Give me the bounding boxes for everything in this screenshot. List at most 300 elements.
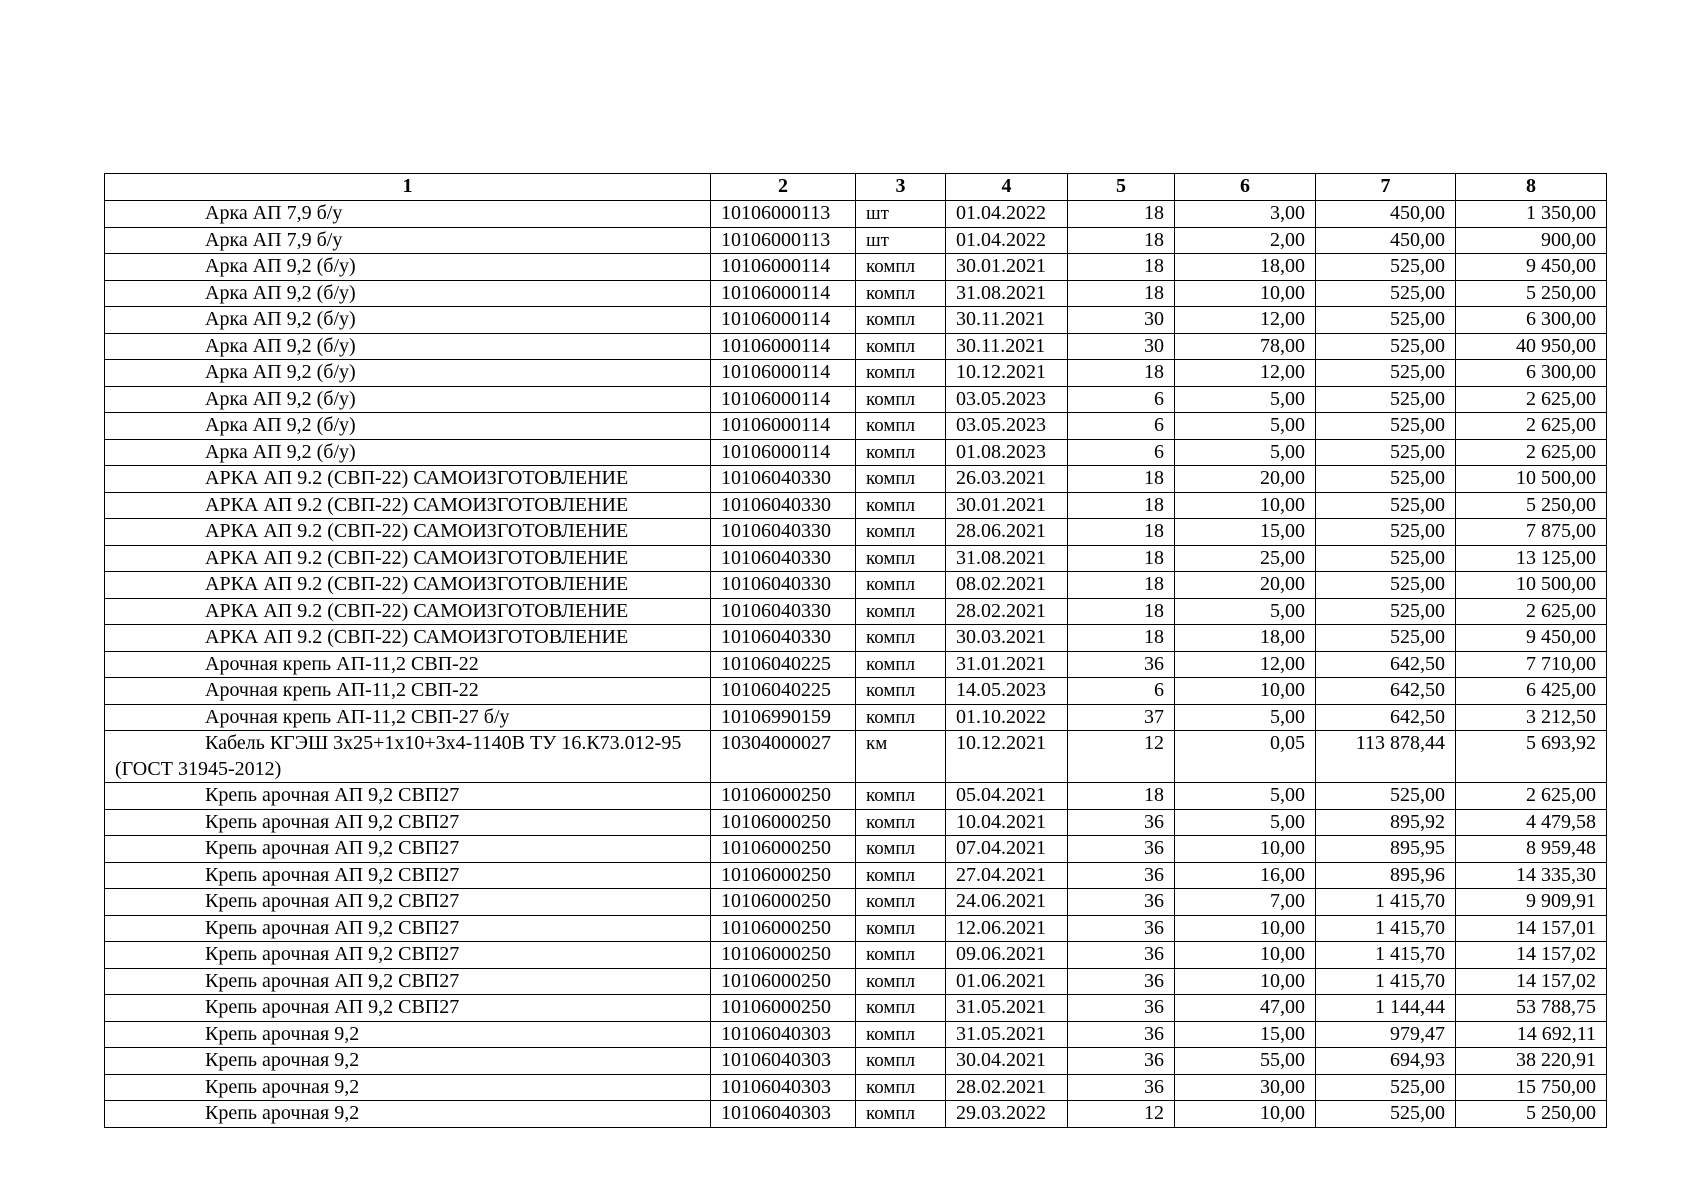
amount-cell: 900,00 bbox=[1456, 227, 1607, 254]
amount-cell: 10 500,00 bbox=[1456, 572, 1607, 599]
price-cell: 450,00 bbox=[1316, 227, 1456, 254]
quantity-cell: 10,00 bbox=[1175, 1101, 1316, 1128]
quantity-cell: 15,00 bbox=[1175, 519, 1316, 546]
item-name-cell: Арка АП 9,2 (б/у) bbox=[105, 413, 711, 440]
unit-cell: компл bbox=[856, 439, 946, 466]
item-name-cell: Крепь арочная АП 9,2 СВП27 bbox=[105, 995, 711, 1022]
table-row bbox=[105, 439, 1607, 466]
column-5-cell: 18 bbox=[1068, 598, 1175, 625]
date-cell: 08.02.2021 bbox=[946, 572, 1068, 599]
quantity-cell: 10,00 bbox=[1175, 280, 1316, 307]
item-code-cell: 10106040330 bbox=[711, 466, 856, 493]
date-cell: 31.08.2021 bbox=[946, 280, 1068, 307]
quantity-cell: 20,00 bbox=[1175, 466, 1316, 493]
item-name-cell: Арочная крепь АП-11,2 СВП-22 bbox=[105, 651, 711, 678]
date-cell: 07.04.2021 bbox=[946, 836, 1068, 863]
quantity-cell: 18,00 bbox=[1175, 254, 1316, 281]
column-5-cell: 36 bbox=[1068, 836, 1175, 863]
table-row bbox=[105, 1101, 1607, 1128]
item-name-cell: Арка АП 9,2 (б/у) bbox=[105, 254, 711, 281]
amount-cell: 2 625,00 bbox=[1456, 439, 1607, 466]
table-row bbox=[105, 889, 1607, 916]
column-5-cell: 18 bbox=[1068, 254, 1175, 281]
amount-cell: 14 335,30 bbox=[1456, 862, 1607, 889]
price-cell: 525,00 bbox=[1316, 545, 1456, 572]
column-5-cell: 18 bbox=[1068, 783, 1175, 810]
date-cell: 30.03.2021 bbox=[946, 625, 1068, 652]
column-5-cell: 36 bbox=[1068, 1074, 1175, 1101]
table-row bbox=[105, 995, 1607, 1022]
item-code-cell: 10106000114 bbox=[711, 360, 856, 387]
table-row bbox=[105, 1048, 1607, 1075]
amount-cell: 9 450,00 bbox=[1456, 625, 1607, 652]
column-5-cell: 36 bbox=[1068, 968, 1175, 995]
amount-cell: 53 788,75 bbox=[1456, 995, 1607, 1022]
amount-cell: 9 909,91 bbox=[1456, 889, 1607, 916]
column-5-cell: 36 bbox=[1068, 995, 1175, 1022]
price-cell: 525,00 bbox=[1316, 413, 1456, 440]
item-code-cell: 10106000250 bbox=[711, 809, 856, 836]
item-name-cell: Арка АП 9,2 (б/у) bbox=[105, 360, 711, 387]
column-5-cell: 36 bbox=[1068, 1048, 1175, 1075]
column-5-cell: 18 bbox=[1068, 492, 1175, 519]
price-cell: 694,93 bbox=[1316, 1048, 1456, 1075]
item-name-cell: АРКА АП 9.2 (СВП-22) САМОИЗГОТОВЛЕНИЕ bbox=[105, 572, 711, 599]
date-cell: 05.04.2021 bbox=[946, 783, 1068, 810]
column-5-cell: 18 bbox=[1068, 201, 1175, 228]
amount-cell: 14 692,11 bbox=[1456, 1021, 1607, 1048]
table-row bbox=[105, 862, 1607, 889]
item-name-cell: Крепь арочная АП 9,2 СВП27 bbox=[105, 783, 711, 810]
column-5-cell: 12 bbox=[1068, 731, 1175, 783]
item-code-cell: 10106040303 bbox=[711, 1101, 856, 1128]
table-body bbox=[105, 201, 1607, 1128]
column-header: 4 bbox=[946, 174, 1068, 201]
amount-cell: 10 500,00 bbox=[1456, 466, 1607, 493]
amount-cell: 40 950,00 bbox=[1456, 333, 1607, 360]
table-row bbox=[105, 280, 1607, 307]
price-cell: 525,00 bbox=[1316, 307, 1456, 334]
amount-cell: 4 479,58 bbox=[1456, 809, 1607, 836]
date-cell: 31.05.2021 bbox=[946, 995, 1068, 1022]
item-name-cell: Арка АП 7,9 б/у bbox=[105, 227, 711, 254]
date-cell: 30.11.2021 bbox=[946, 307, 1068, 334]
date-cell: 01.06.2021 bbox=[946, 968, 1068, 995]
column-5-cell: 37 bbox=[1068, 704, 1175, 731]
column-header: 8 bbox=[1456, 174, 1607, 201]
table-row bbox=[105, 519, 1607, 546]
column-5-cell: 18 bbox=[1068, 466, 1175, 493]
price-cell: 1 144,44 bbox=[1316, 995, 1456, 1022]
unit-cell: компл bbox=[856, 625, 946, 652]
item-code-cell: 10106990159 bbox=[711, 704, 856, 731]
item-name-cell: Арочная крепь АП-11,2 СВП-27 б/у bbox=[105, 704, 711, 731]
item-code-cell: 10106040330 bbox=[711, 545, 856, 572]
column-5-cell: 18 bbox=[1068, 280, 1175, 307]
quantity-cell: 10,00 bbox=[1175, 492, 1316, 519]
item-name-cell: АРКА АП 9.2 (СВП-22) САМОИЗГОТОВЛЕНИЕ bbox=[105, 519, 711, 546]
column-5-cell: 6 bbox=[1068, 439, 1175, 466]
date-cell: 27.04.2021 bbox=[946, 862, 1068, 889]
quantity-cell: 5,00 bbox=[1175, 439, 1316, 466]
column-header: 2 bbox=[711, 174, 856, 201]
item-code-cell: 10106000113 bbox=[711, 201, 856, 228]
table-row bbox=[105, 731, 1607, 783]
item-code-cell: 10106040330 bbox=[711, 492, 856, 519]
amount-cell: 9 450,00 bbox=[1456, 254, 1607, 281]
item-code-cell: 10106000114 bbox=[711, 307, 856, 334]
date-cell: 01.04.2022 bbox=[946, 201, 1068, 228]
item-code-cell: 10106000114 bbox=[711, 439, 856, 466]
column-5-cell: 18 bbox=[1068, 227, 1175, 254]
date-cell: 09.06.2021 bbox=[946, 942, 1068, 969]
table-row bbox=[105, 836, 1607, 863]
unit-cell: км bbox=[856, 731, 946, 783]
unit-cell: компл bbox=[856, 466, 946, 493]
unit-cell: компл bbox=[856, 942, 946, 969]
unit-cell: компл bbox=[856, 1021, 946, 1048]
column-5-cell: 6 bbox=[1068, 386, 1175, 413]
item-code-cell: 10106000114 bbox=[711, 413, 856, 440]
price-cell: 525,00 bbox=[1316, 492, 1456, 519]
amount-cell: 1 350,00 bbox=[1456, 201, 1607, 228]
item-name-cell: Крепь арочная АП 9,2 СВП27 bbox=[105, 915, 711, 942]
item-code-cell: 10106000250 bbox=[711, 968, 856, 995]
table-row bbox=[105, 1021, 1607, 1048]
amount-cell: 14 157,01 bbox=[1456, 915, 1607, 942]
quantity-cell: 10,00 bbox=[1175, 915, 1316, 942]
date-cell: 31.01.2021 bbox=[946, 651, 1068, 678]
unit-cell: компл bbox=[856, 519, 946, 546]
unit-cell: компл bbox=[856, 651, 946, 678]
quantity-cell: 55,00 bbox=[1175, 1048, 1316, 1075]
quantity-cell: 5,00 bbox=[1175, 598, 1316, 625]
item-code-cell: 10106040330 bbox=[711, 519, 856, 546]
item-code-cell: 10106000250 bbox=[711, 942, 856, 969]
table-row bbox=[105, 545, 1607, 572]
table-row bbox=[105, 942, 1607, 969]
unit-cell: компл bbox=[856, 1048, 946, 1075]
price-cell: 642,50 bbox=[1316, 704, 1456, 731]
table-row bbox=[105, 254, 1607, 281]
item-code-cell: 10106000114 bbox=[711, 333, 856, 360]
price-cell: 1 415,70 bbox=[1316, 889, 1456, 916]
quantity-cell: 3,00 bbox=[1175, 201, 1316, 228]
price-cell: 525,00 bbox=[1316, 360, 1456, 387]
quantity-cell: 30,00 bbox=[1175, 1074, 1316, 1101]
price-cell: 895,96 bbox=[1316, 862, 1456, 889]
item-name-cell: Арка АП 7,9 б/у bbox=[105, 201, 711, 228]
item-name-cell: Крепь арочная АП 9,2 СВП27 bbox=[105, 968, 711, 995]
item-code-cell: 10106040303 bbox=[711, 1021, 856, 1048]
quantity-cell: 5,00 bbox=[1175, 783, 1316, 810]
column-5-cell: 36 bbox=[1068, 915, 1175, 942]
item-code-cell: 10106000250 bbox=[711, 915, 856, 942]
quantity-cell: 5,00 bbox=[1175, 809, 1316, 836]
price-cell: 113 878,44 bbox=[1316, 731, 1456, 783]
date-cell: 28.02.2021 bbox=[946, 1074, 1068, 1101]
amount-cell: 2 625,00 bbox=[1456, 386, 1607, 413]
price-cell: 525,00 bbox=[1316, 386, 1456, 413]
date-cell: 03.05.2023 bbox=[946, 413, 1068, 440]
column-5-cell: 36 bbox=[1068, 1021, 1175, 1048]
date-cell: 30.11.2021 bbox=[946, 333, 1068, 360]
unit-cell: компл bbox=[856, 280, 946, 307]
unit-cell: шт bbox=[856, 227, 946, 254]
item-code-cell: 10106040303 bbox=[711, 1074, 856, 1101]
unit-cell: компл bbox=[856, 572, 946, 599]
price-cell: 525,00 bbox=[1316, 439, 1456, 466]
amount-cell: 2 625,00 bbox=[1456, 598, 1607, 625]
table-row bbox=[105, 704, 1607, 731]
table-row bbox=[105, 678, 1607, 705]
quantity-cell: 5,00 bbox=[1175, 704, 1316, 731]
item-name-cell: Кабель КГЭШ 3х25+1х10+3х4-1140В ТУ 16.К73.012-95 (ГОСТ 31945-2012) bbox=[105, 731, 711, 783]
date-cell: 30.04.2021 bbox=[946, 1048, 1068, 1075]
price-cell: 525,00 bbox=[1316, 466, 1456, 493]
amount-cell: 3 212,50 bbox=[1456, 704, 1607, 731]
column-5-cell: 18 bbox=[1068, 545, 1175, 572]
table-row bbox=[105, 360, 1607, 387]
table-row bbox=[105, 598, 1607, 625]
column-5-cell: 36 bbox=[1068, 809, 1175, 836]
price-cell: 525,00 bbox=[1316, 280, 1456, 307]
amount-cell: 38 220,91 bbox=[1456, 1048, 1607, 1075]
quantity-cell: 12,00 bbox=[1175, 360, 1316, 387]
price-cell: 525,00 bbox=[1316, 333, 1456, 360]
price-cell: 525,00 bbox=[1316, 783, 1456, 810]
item-code-cell: 10106000114 bbox=[711, 254, 856, 281]
date-cell: 01.10.2022 bbox=[946, 704, 1068, 731]
unit-cell: компл bbox=[856, 836, 946, 863]
amount-cell: 7 710,00 bbox=[1456, 651, 1607, 678]
item-code-cell: 10106000113 bbox=[711, 227, 856, 254]
column-5-cell: 6 bbox=[1068, 678, 1175, 705]
unit-cell: компл bbox=[856, 333, 946, 360]
quantity-cell: 12,00 bbox=[1175, 307, 1316, 334]
column-header: 6 bbox=[1175, 174, 1316, 201]
column-5-cell: 36 bbox=[1068, 942, 1175, 969]
amount-cell: 6 300,00 bbox=[1456, 307, 1607, 334]
column-header: 5 bbox=[1068, 174, 1175, 201]
unit-cell: компл bbox=[856, 386, 946, 413]
quantity-cell: 16,00 bbox=[1175, 862, 1316, 889]
column-5-cell: 18 bbox=[1068, 519, 1175, 546]
amount-cell: 13 125,00 bbox=[1456, 545, 1607, 572]
column-5-cell: 30 bbox=[1068, 333, 1175, 360]
item-code-cell: 10106040303 bbox=[711, 1048, 856, 1075]
quantity-cell: 12,00 bbox=[1175, 651, 1316, 678]
quantity-cell: 7,00 bbox=[1175, 889, 1316, 916]
quantity-cell: 10,00 bbox=[1175, 678, 1316, 705]
table-row bbox=[105, 307, 1607, 334]
date-cell: 29.03.2022 bbox=[946, 1101, 1068, 1128]
amount-cell: 5 250,00 bbox=[1456, 1101, 1607, 1128]
table-row bbox=[105, 386, 1607, 413]
item-code-cell: 10106040330 bbox=[711, 598, 856, 625]
amount-cell: 8 959,48 bbox=[1456, 836, 1607, 863]
item-name-cell: АРКА АП 9.2 (СВП-22) САМОИЗГОТОВЛЕНИЕ bbox=[105, 625, 711, 652]
unit-cell: шт bbox=[856, 201, 946, 228]
quantity-cell: 2,00 bbox=[1175, 227, 1316, 254]
item-name-cell: Арка АП 9,2 (б/у) bbox=[105, 439, 711, 466]
date-cell: 10.12.2021 bbox=[946, 731, 1068, 783]
amount-cell: 14 157,02 bbox=[1456, 942, 1607, 969]
quantity-cell: 5,00 bbox=[1175, 413, 1316, 440]
date-cell: 30.01.2021 bbox=[946, 492, 1068, 519]
amount-cell: 5 250,00 bbox=[1456, 492, 1607, 519]
unit-cell: компл bbox=[856, 413, 946, 440]
price-cell: 525,00 bbox=[1316, 625, 1456, 652]
item-code-cell: 10304000027 bbox=[711, 731, 856, 783]
table-row bbox=[105, 466, 1607, 493]
price-cell: 979,47 bbox=[1316, 1021, 1456, 1048]
item-name-cell: Крепь арочная АП 9,2 СВП27 bbox=[105, 889, 711, 916]
table-row bbox=[105, 1074, 1607, 1101]
price-cell: 525,00 bbox=[1316, 519, 1456, 546]
table-row bbox=[105, 201, 1607, 228]
date-cell: 10.12.2021 bbox=[946, 360, 1068, 387]
quantity-cell: 18,00 bbox=[1175, 625, 1316, 652]
price-cell: 525,00 bbox=[1316, 1101, 1456, 1128]
unit-cell: компл bbox=[856, 307, 946, 334]
price-cell: 525,00 bbox=[1316, 254, 1456, 281]
price-cell: 1 415,70 bbox=[1316, 968, 1456, 995]
column-5-cell: 18 bbox=[1068, 625, 1175, 652]
item-code-cell: 10106000250 bbox=[711, 889, 856, 916]
price-cell: 642,50 bbox=[1316, 651, 1456, 678]
table-row bbox=[105, 227, 1607, 254]
header-row bbox=[105, 174, 1607, 201]
item-name-cell: Крепь арочная 9,2 bbox=[105, 1021, 711, 1048]
unit-cell: компл bbox=[856, 1074, 946, 1101]
document-page bbox=[104, 173, 1606, 1128]
unit-cell: компл bbox=[856, 678, 946, 705]
quantity-cell: 20,00 bbox=[1175, 572, 1316, 599]
column-5-cell: 36 bbox=[1068, 862, 1175, 889]
quantity-cell: 0,05 bbox=[1175, 731, 1316, 783]
unit-cell: компл bbox=[856, 1101, 946, 1128]
table-row bbox=[105, 809, 1607, 836]
unit-cell: компл bbox=[856, 545, 946, 572]
item-code-cell: 10106040225 bbox=[711, 678, 856, 705]
table-row bbox=[105, 783, 1607, 810]
quantity-cell: 25,00 bbox=[1175, 545, 1316, 572]
item-code-cell: 10106000250 bbox=[711, 836, 856, 863]
item-name-cell: Арка АП 9,2 (б/у) bbox=[105, 280, 711, 307]
column-5-cell: 18 bbox=[1068, 572, 1175, 599]
price-cell: 450,00 bbox=[1316, 201, 1456, 228]
amount-cell: 14 157,02 bbox=[1456, 968, 1607, 995]
table-row bbox=[105, 333, 1607, 360]
inventory-table bbox=[104, 173, 1607, 1128]
item-name-cell: Крепь арочная АП 9,2 СВП27 bbox=[105, 836, 711, 863]
quantity-cell: 15,00 bbox=[1175, 1021, 1316, 1048]
unit-cell: компл bbox=[856, 862, 946, 889]
unit-cell: компл bbox=[856, 995, 946, 1022]
item-name-cell: АРКА АП 9.2 (СВП-22) САМОИЗГОТОВЛЕНИЕ bbox=[105, 492, 711, 519]
price-cell: 1 415,70 bbox=[1316, 915, 1456, 942]
table-row bbox=[105, 651, 1607, 678]
unit-cell: компл bbox=[856, 360, 946, 387]
column-header: 3 bbox=[856, 174, 946, 201]
column-5-cell: 36 bbox=[1068, 889, 1175, 916]
item-name-cell: АРКА АП 9.2 (СВП-22) САМОИЗГОТОВЛЕНИЕ bbox=[105, 545, 711, 572]
amount-cell: 2 625,00 bbox=[1456, 413, 1607, 440]
amount-cell: 5 693,92 bbox=[1456, 731, 1607, 783]
unit-cell: компл bbox=[856, 704, 946, 731]
item-code-cell: 10106000114 bbox=[711, 280, 856, 307]
item-name-cell: АРКА АП 9.2 (СВП-22) САМОИЗГОТОВЛЕНИЕ bbox=[105, 598, 711, 625]
unit-cell: компл bbox=[856, 598, 946, 625]
amount-cell: 6 425,00 bbox=[1456, 678, 1607, 705]
item-code-cell: 10106040330 bbox=[711, 572, 856, 599]
date-cell: 10.04.2021 bbox=[946, 809, 1068, 836]
quantity-cell: 78,00 bbox=[1175, 333, 1316, 360]
price-cell: 525,00 bbox=[1316, 572, 1456, 599]
item-code-cell: 10106000250 bbox=[711, 995, 856, 1022]
column-header: 1 bbox=[105, 174, 711, 201]
quantity-cell: 5,00 bbox=[1175, 386, 1316, 413]
amount-cell: 15 750,00 bbox=[1456, 1074, 1607, 1101]
table-row bbox=[105, 413, 1607, 440]
item-name-cell: АРКА АП 9.2 (СВП-22) САМОИЗГОТОВЛЕНИЕ bbox=[105, 466, 711, 493]
item-code-cell: 10106040330 bbox=[711, 625, 856, 652]
amount-cell: 5 250,00 bbox=[1456, 280, 1607, 307]
item-name-cell: Арка АП 9,2 (б/у) bbox=[105, 333, 711, 360]
date-cell: 26.03.2021 bbox=[946, 466, 1068, 493]
item-name-cell: Крепь арочная 9,2 bbox=[105, 1074, 711, 1101]
price-cell: 895,92 bbox=[1316, 809, 1456, 836]
item-code-cell: 10106000250 bbox=[711, 783, 856, 810]
quantity-cell: 47,00 bbox=[1175, 995, 1316, 1022]
date-cell: 28.02.2021 bbox=[946, 598, 1068, 625]
date-cell: 31.08.2021 bbox=[946, 545, 1068, 572]
item-name-cell: Крепь арочная АП 9,2 СВП27 bbox=[105, 942, 711, 969]
price-cell: 895,95 bbox=[1316, 836, 1456, 863]
item-name-cell: Арочная крепь АП-11,2 СВП-22 bbox=[105, 678, 711, 705]
column-header: 7 bbox=[1316, 174, 1456, 201]
column-5-cell: 6 bbox=[1068, 413, 1175, 440]
amount-cell: 2 625,00 bbox=[1456, 783, 1607, 810]
date-cell: 31.05.2021 bbox=[946, 1021, 1068, 1048]
table-row bbox=[105, 915, 1607, 942]
quantity-cell: 10,00 bbox=[1175, 968, 1316, 995]
price-cell: 642,50 bbox=[1316, 678, 1456, 705]
unit-cell: компл bbox=[856, 492, 946, 519]
price-cell: 525,00 bbox=[1316, 598, 1456, 625]
column-5-cell: 18 bbox=[1068, 360, 1175, 387]
unit-cell: компл bbox=[856, 889, 946, 916]
item-name-cell: Крепь арочная 9,2 bbox=[105, 1101, 711, 1128]
date-cell: 03.05.2023 bbox=[946, 386, 1068, 413]
date-cell: 12.06.2021 bbox=[946, 915, 1068, 942]
unit-cell: компл bbox=[856, 915, 946, 942]
unit-cell: компл bbox=[856, 254, 946, 281]
column-5-cell: 36 bbox=[1068, 651, 1175, 678]
amount-cell: 7 875,00 bbox=[1456, 519, 1607, 546]
column-5-cell: 30 bbox=[1068, 307, 1175, 334]
quantity-cell: 10,00 bbox=[1175, 942, 1316, 969]
table-row bbox=[105, 968, 1607, 995]
item-name-cell: Крепь арочная 9,2 bbox=[105, 1048, 711, 1075]
item-name-cell: Крепь арочная АП 9,2 СВП27 bbox=[105, 809, 711, 836]
amount-cell: 6 300,00 bbox=[1456, 360, 1607, 387]
table-row bbox=[105, 625, 1607, 652]
table-row bbox=[105, 572, 1607, 599]
item-code-cell: 10106000114 bbox=[711, 386, 856, 413]
price-cell: 525,00 bbox=[1316, 1074, 1456, 1101]
